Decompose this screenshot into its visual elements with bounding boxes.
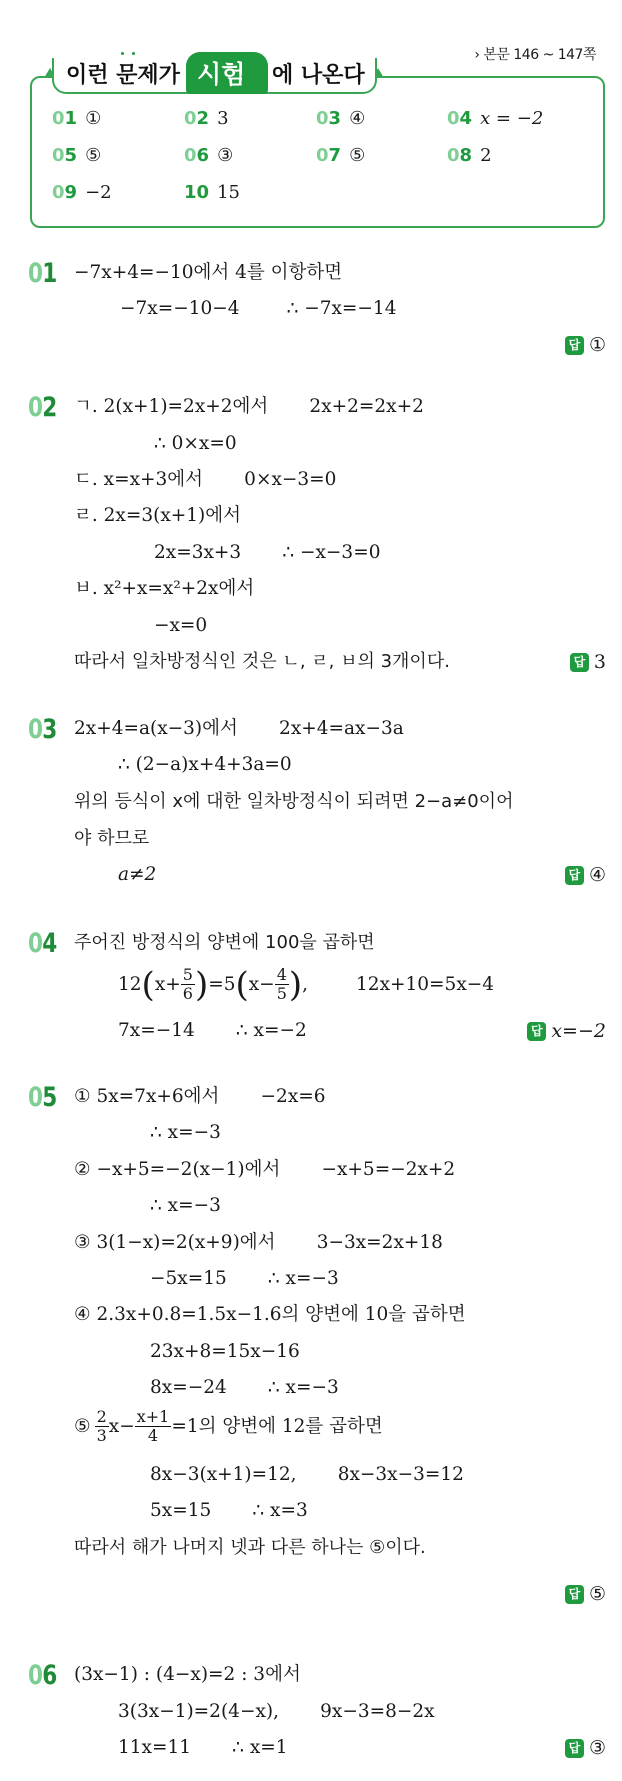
answer-03: 답 ④	[565, 864, 606, 886]
answer-badge-icon: 답	[565, 1739, 584, 1758]
answer-badge-icon: 답	[527, 1022, 546, 1041]
summary-item-08: 08 2	[447, 145, 492, 166]
summary-answer: 2	[480, 145, 492, 166]
solution-line: 3(3x−1)=2(4−x), 9x−3=8−2x	[118, 1701, 435, 1722]
solution-line: ㄹ. 2x=3(x+1)에서	[74, 505, 241, 526]
solution-conclusion: 따라서 일차방정식인 것은 ㄴ, ㄹ, ㅂ의 3개이다.	[74, 651, 450, 672]
emphasis-dot-icon	[132, 52, 135, 55]
solution-line: ∴ x=−3	[150, 1195, 221, 1216]
solution-line: −7x=−10−4 ∴ −7x=−14	[120, 298, 397, 319]
problem-number-06: 06	[28, 1660, 57, 1691]
problem-number-01: 01	[28, 258, 57, 289]
problem-number-05: 05	[28, 1082, 57, 1113]
answer-badge-icon: 답	[565, 1585, 584, 1604]
solution-line: ㅂ. x²+x=x²+2x에서	[74, 578, 255, 599]
summary-answer: ③	[217, 145, 234, 166]
answer-05: 답 ⑤	[565, 1583, 606, 1605]
solution-line: 2x=3x+3 ∴ −x−3=0	[154, 542, 381, 563]
summary-item-04: 04 x = −2	[447, 108, 544, 129]
solution-line: ∴ (2−a)x+4+3a=0	[118, 754, 292, 775]
solution-line: ∴ 0×x=0	[154, 433, 237, 454]
answer-04: 답 x=−2	[527, 1020, 606, 1042]
solution-line: −x=0	[154, 615, 208, 636]
solution-line: 23x+8=15x−16	[150, 1341, 300, 1362]
summary-item-02: 02 3	[184, 108, 229, 129]
solution-line: ③ 3(1−x)=2(x+9)에서 3−3x=2x+18	[74, 1232, 443, 1253]
solution-line: a≠2	[118, 864, 157, 885]
solution-line: 7x=−14 ∴ x=−2	[118, 1020, 307, 1041]
answer-01: 답 ①	[565, 334, 606, 356]
solution-line-fraction: 12 ( x+ $\frac{5}{6}$ ) =5 ( x− $\frac{4}{5}$ ) , 12x+10=5x−4	[118, 964, 495, 1005]
summary-answer: ①	[85, 108, 102, 129]
header-title-part3: 에 나온다	[272, 63, 365, 88]
solution-line: 2x+4=a(x−3)에서 2x+4=ax−3a	[74, 718, 404, 739]
summary-answer: x = −2	[480, 108, 544, 129]
summary-answer: ⑤	[349, 145, 366, 166]
solution-line: (3x−1) : (4−x)=2 : 3에서	[74, 1664, 301, 1685]
solution-line: 5x=15 ∴ x=3	[150, 1500, 308, 1521]
summary-item-01: 01 ①	[52, 108, 102, 129]
solution-line: 위의 등식이 x에 대한 일차방정식이 되려면 2−a≠0이어	[74, 791, 514, 812]
solution-line: 8x=−24 ∴ x=−3	[150, 1377, 339, 1398]
answer-06: 답 ③	[565, 1737, 606, 1759]
solution-line: ① 5x=7x+6에서 −2x=6	[74, 1086, 326, 1107]
header-title-highlight: 시험	[197, 60, 246, 89]
answer-02: 답 3	[570, 651, 606, 673]
solution-line: ㄷ. x=x+3에서 0×x−3=0	[74, 469, 337, 490]
summary-answer: 15	[217, 182, 240, 203]
header-title-part1: 이런 문제가	[66, 63, 180, 88]
solution-conclusion: 따라서 해가 나머지 넷과 다른 하나는 ⑤이다.	[74, 1537, 426, 1558]
page-reference: › 본문 146 ~ 147쪽	[474, 47, 596, 63]
solution-line: ④ 2.3x+0.8=1.5x−1.6의 양변에 10을 곱하면	[74, 1304, 466, 1325]
emphasis-dot-icon	[121, 52, 124, 55]
answer-badge-icon: 답	[570, 653, 589, 672]
solution-line: −5x=15 ∴ x=−3	[150, 1268, 339, 1289]
summary-item-07: 07 ⑤	[316, 145, 366, 166]
summary-item-03: 03 ④	[316, 108, 366, 129]
solution-line-fraction: ⑤ $\frac{2}{3}$ x− $\frac{x+1}{4}$ =1의 양변에 12를 곱하면	[74, 1407, 383, 1445]
summary-answer: ⑤	[85, 145, 102, 166]
solution-line: ㄱ. 2(x+1)=2x+2에서 2x+2=2x+2	[74, 396, 424, 417]
summary-item-05: 05 ⑤	[52, 145, 102, 166]
problem-number-02: 02	[28, 392, 57, 423]
summary-answer: ④	[349, 108, 366, 129]
solution-line: 8x−3(x+1)=12, 8x−3x−3=12	[150, 1464, 464, 1485]
summary-item-09: 09 −2	[52, 182, 112, 203]
summary-item-06: 06 ③	[184, 145, 234, 166]
solution-line: ② −x+5=−2(x−1)에서 −x+5=−2x+2	[74, 1159, 456, 1180]
problem-number-03: 03	[28, 714, 57, 745]
solution-line: 야 하므로	[74, 828, 150, 849]
answer-badge-icon: 답	[565, 866, 584, 885]
solution-line: −7x+4=−10에서 4를 이항하면	[74, 262, 343, 283]
summary-answer: 3	[217, 108, 229, 129]
solution-line: 11x=11 ∴ x=1	[118, 1737, 288, 1758]
solution-line: ∴ x=−3	[150, 1122, 221, 1143]
answer-badge-icon: 답	[565, 336, 584, 355]
summary-answer: −2	[85, 182, 112, 203]
summary-item-10: 10 15	[184, 182, 240, 203]
problem-number-04: 04	[28, 928, 57, 959]
solution-line: 주어진 방정식의 양변에 100을 곱하면	[74, 932, 375, 953]
